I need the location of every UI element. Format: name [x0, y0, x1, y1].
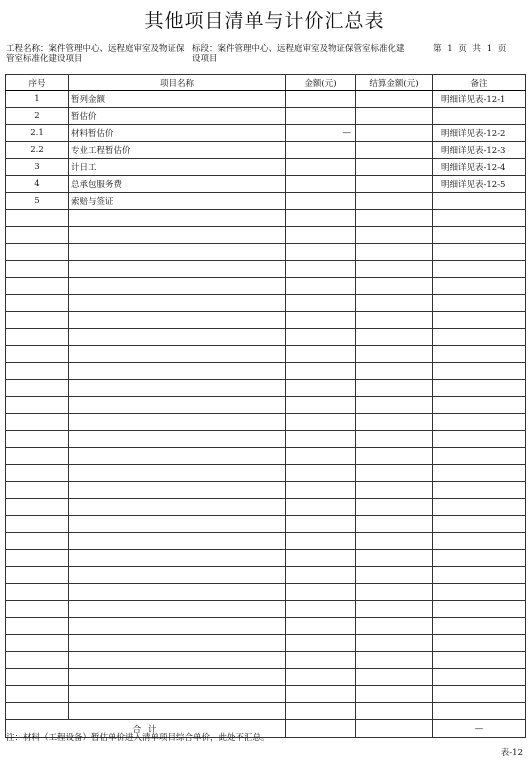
cell-amount [286, 635, 356, 652]
cell-amount [286, 533, 356, 550]
empty-row [6, 380, 526, 397]
cell-seq [6, 482, 69, 499]
empty-row [6, 601, 526, 618]
table-row [6, 142, 526, 159]
cell-item-name [69, 397, 286, 414]
empty-row [6, 278, 526, 295]
cell-amount [286, 380, 356, 397]
cell-seq [6, 312, 69, 329]
table-body [6, 91, 526, 738]
cell-settlement-amount [356, 584, 433, 601]
cell-settlement-amount [356, 550, 433, 567]
cell-settlement-amount [356, 414, 433, 431]
cell-item-name [69, 363, 286, 380]
cell-remark [433, 601, 526, 618]
cell-seq [6, 329, 69, 346]
cell-item-name [69, 312, 286, 329]
cell-settlement-amount [356, 159, 433, 176]
cell-amount [286, 210, 356, 227]
cell-seq: 2 [6, 108, 69, 125]
header-remark: 备注 [433, 75, 526, 91]
empty-row [6, 618, 526, 635]
cell-remark [433, 414, 526, 431]
cell-settlement-amount [356, 363, 433, 380]
cell-remark: 明细详见表-12-4 [433, 159, 526, 176]
cell-seq [6, 414, 69, 431]
empty-row [6, 584, 526, 601]
cell-item-name [69, 669, 286, 686]
cell-amount [286, 261, 356, 278]
empty-row [6, 295, 526, 312]
cell-amount [286, 584, 356, 601]
cell-seq [6, 278, 69, 295]
cell-amount [286, 499, 356, 516]
cell-seq: 5 [6, 193, 69, 210]
header-item-name: 项目名称 [69, 75, 286, 91]
empty-row [6, 312, 526, 329]
cell-remark [433, 686, 526, 703]
total-amount [286, 720, 356, 738]
cell-item-name [69, 346, 286, 363]
cell-remark [433, 431, 526, 448]
cell-settlement-amount [356, 397, 433, 414]
cell-seq [6, 567, 69, 584]
cell-amount [286, 346, 356, 363]
cell-item-name: 暂列金额 [69, 91, 286, 108]
cell-amount [286, 516, 356, 533]
cell-amount [286, 278, 356, 295]
cell-amount [286, 193, 356, 210]
header-settlement-amount: 结算金额(元) [356, 75, 433, 91]
cell-settlement-amount [356, 686, 433, 703]
total-settlement [356, 720, 433, 738]
cell-seq [6, 227, 69, 244]
cell-item-name [69, 652, 286, 669]
cell-seq [6, 669, 69, 686]
table-row [6, 176, 526, 193]
cell-item-name [69, 567, 286, 584]
empty-row [6, 329, 526, 346]
cell-remark [433, 312, 526, 329]
cell-remark: 明细详见表-12-2 [433, 125, 526, 142]
cell-settlement-amount [356, 210, 433, 227]
cell-settlement-amount [356, 703, 433, 720]
empty-row [6, 703, 526, 720]
empty-row [6, 210, 526, 227]
empty-row [6, 414, 526, 431]
cell-amount [286, 329, 356, 346]
cell-settlement-amount [356, 91, 433, 108]
cell-settlement-amount [356, 516, 433, 533]
cell-remark [433, 533, 526, 550]
cell-seq [6, 295, 69, 312]
summary-table [5, 74, 526, 738]
table-row [6, 91, 526, 108]
cell-seq [6, 380, 69, 397]
cell-item-name: 暂估价 [69, 108, 286, 125]
cell-amount [286, 244, 356, 261]
cell-remark [433, 465, 526, 482]
cell-seq [6, 516, 69, 533]
cell-settlement-amount [356, 652, 433, 669]
cell-seq [6, 703, 69, 720]
cell-seq: 3 [6, 159, 69, 176]
page-title: 其他项目清单与计价汇总表 [144, 10, 385, 32]
cell-settlement-amount [356, 533, 433, 550]
empty-row [6, 533, 526, 550]
cell-item-name [69, 482, 286, 499]
cell-amount [286, 448, 356, 465]
table-row [6, 125, 526, 142]
cell-remark [433, 584, 526, 601]
cell-item-name [69, 499, 286, 516]
cell-settlement-amount [356, 635, 433, 652]
cell-amount [286, 669, 356, 686]
empty-row [6, 397, 526, 414]
cell-remark [433, 618, 526, 635]
cell-settlement-amount [356, 295, 433, 312]
empty-row [6, 482, 526, 499]
cell-item-name [69, 584, 286, 601]
cell-amount [286, 414, 356, 431]
cell-amount [286, 465, 356, 482]
cell-settlement-amount [356, 261, 433, 278]
cell-amount [286, 91, 356, 108]
cell-item-name: 索赔与签证 [69, 193, 286, 210]
footnote: 注：材料（工程设备）暂估单价进入清单项目综合单价，此处不汇总。 [6, 733, 270, 743]
empty-row [6, 448, 526, 465]
cell-amount [286, 312, 356, 329]
cell-settlement-amount [356, 329, 433, 346]
cell-settlement-amount [356, 142, 433, 159]
empty-row [6, 465, 526, 482]
cell-settlement-amount [356, 669, 433, 686]
cell-seq [6, 601, 69, 618]
page-number: 第 1 页 共 1 页 [433, 44, 507, 54]
cell-item-name [69, 635, 286, 652]
cell-item-name [69, 244, 286, 261]
cell-item-name [69, 329, 286, 346]
cell-item-name [69, 686, 286, 703]
cell-settlement-amount [356, 431, 433, 448]
cell-item-name [69, 618, 286, 635]
cell-seq: 2.1 [6, 125, 69, 142]
cell-item-name [69, 448, 286, 465]
cell-seq: 1 [6, 91, 69, 108]
empty-row [6, 244, 526, 261]
empty-row [6, 431, 526, 448]
cell-settlement-amount [356, 380, 433, 397]
cell-amount [286, 652, 356, 669]
cell-item-name [69, 295, 286, 312]
cell-item-name [69, 465, 286, 482]
empty-row [6, 635, 526, 652]
cell-remark [433, 193, 526, 210]
empty-row [6, 261, 526, 278]
cell-remark [433, 703, 526, 720]
cell-seq [6, 363, 69, 380]
cell-item-name: 总承包服务费 [69, 176, 286, 193]
cell-seq [6, 499, 69, 516]
cell-settlement-amount [356, 567, 433, 584]
cell-item-name: 计日工 [69, 159, 286, 176]
table-row [6, 159, 526, 176]
cell-settlement-amount [356, 465, 433, 482]
cell-seq [6, 686, 69, 703]
cell-remark [433, 516, 526, 533]
empty-row [6, 363, 526, 380]
cell-settlement-amount [356, 193, 433, 210]
total-label: 合 计 [6, 720, 286, 738]
empty-row [6, 567, 526, 584]
cell-amount: — [286, 125, 356, 142]
cell-seq: 2.2 [6, 142, 69, 159]
cell-amount [286, 108, 356, 125]
cell-settlement-amount [356, 346, 433, 363]
cell-amount [286, 295, 356, 312]
cell-remark [433, 550, 526, 567]
cell-seq [6, 550, 69, 567]
table-row [6, 193, 526, 210]
cell-item-name [69, 261, 286, 278]
cell-settlement-amount [356, 312, 433, 329]
cell-settlement-amount [356, 601, 433, 618]
cell-remark [433, 567, 526, 584]
empty-row [6, 550, 526, 567]
header-amount: 金额(元) [286, 75, 356, 91]
empty-row [6, 499, 526, 516]
cell-amount [286, 397, 356, 414]
section-name: 标段：案件管理中心、远程庭审室及物证保管室标准化建设项目 [192, 44, 405, 64]
cell-amount [286, 159, 356, 176]
cell-remark [433, 261, 526, 278]
cell-amount [286, 363, 356, 380]
empty-row [6, 227, 526, 244]
cell-settlement-amount [356, 244, 433, 261]
cell-settlement-amount [356, 278, 433, 295]
cell-item-name [69, 703, 286, 720]
cell-seq [6, 652, 69, 669]
total-remark: — [433, 720, 526, 738]
cell-remark [433, 397, 526, 414]
cell-seq [6, 346, 69, 363]
empty-row [6, 686, 526, 703]
cell-amount [286, 686, 356, 703]
cell-remark: 明细详见表-12-5 [433, 176, 526, 193]
cell-seq [6, 244, 69, 261]
cell-item-name [69, 227, 286, 244]
cell-seq [6, 210, 69, 227]
cell-remark [433, 499, 526, 516]
cell-amount [286, 550, 356, 567]
cell-settlement-amount [356, 125, 433, 142]
form-number: 表-12 [500, 748, 523, 758]
cell-item-name [69, 431, 286, 448]
cell-seq [6, 618, 69, 635]
cell-remark [433, 448, 526, 465]
cell-remark [433, 652, 526, 669]
cell-amount [286, 703, 356, 720]
empty-row [6, 346, 526, 363]
empty-row [6, 669, 526, 686]
cell-item-name [69, 278, 286, 295]
cell-settlement-amount [356, 227, 433, 244]
empty-row [6, 516, 526, 533]
cell-remark [433, 669, 526, 686]
cell-seq [6, 465, 69, 482]
cell-seq [6, 635, 69, 652]
cell-remark [433, 380, 526, 397]
cell-item-name [69, 550, 286, 567]
table-row [6, 108, 526, 125]
cell-item-name: 材料暂估价 [69, 125, 286, 142]
cell-seq [6, 584, 69, 601]
cell-seq [6, 448, 69, 465]
cell-amount [286, 431, 356, 448]
cell-amount [286, 142, 356, 159]
cell-remark: 明细详见表-12-1 [433, 91, 526, 108]
cell-amount [286, 227, 356, 244]
cell-remark: 明细详见表-12-3 [433, 142, 526, 159]
cell-remark [433, 482, 526, 499]
cell-remark [433, 346, 526, 363]
cell-remark [433, 108, 526, 125]
cell-amount [286, 618, 356, 635]
empty-row [6, 652, 526, 669]
cell-amount [286, 601, 356, 618]
cell-seq [6, 431, 69, 448]
cell-amount [286, 567, 356, 584]
cell-remark [433, 329, 526, 346]
cell-remark [433, 635, 526, 652]
cell-settlement-amount [356, 108, 433, 125]
cell-item-name [69, 380, 286, 397]
cell-settlement-amount [356, 448, 433, 465]
cell-settlement-amount [356, 618, 433, 635]
cell-seq [6, 397, 69, 414]
cell-remark [433, 278, 526, 295]
cell-seq [6, 261, 69, 278]
cell-item-name [69, 414, 286, 431]
cell-seq: 4 [6, 176, 69, 193]
cell-remark [433, 295, 526, 312]
cell-item-name [69, 533, 286, 550]
table-header-row [6, 75, 526, 91]
cell-settlement-amount [356, 499, 433, 516]
cell-remark [433, 227, 526, 244]
cell-settlement-amount [356, 176, 433, 193]
cell-amount [286, 176, 356, 193]
cell-remark [433, 244, 526, 261]
cell-remark [433, 210, 526, 227]
cell-item-name [69, 601, 286, 618]
cell-item-name [69, 210, 286, 227]
cell-settlement-amount [356, 482, 433, 499]
cell-item-name [69, 516, 286, 533]
cell-amount [286, 482, 356, 499]
cell-item-name: 专业工程暂估价 [69, 142, 286, 159]
project-name: 工程名称：案件管理中心、远程庭审室及物证保管室标准化建设项目 [6, 44, 185, 64]
header-seq: 序号 [6, 75, 69, 91]
cell-remark [433, 363, 526, 380]
cell-seq [6, 533, 69, 550]
